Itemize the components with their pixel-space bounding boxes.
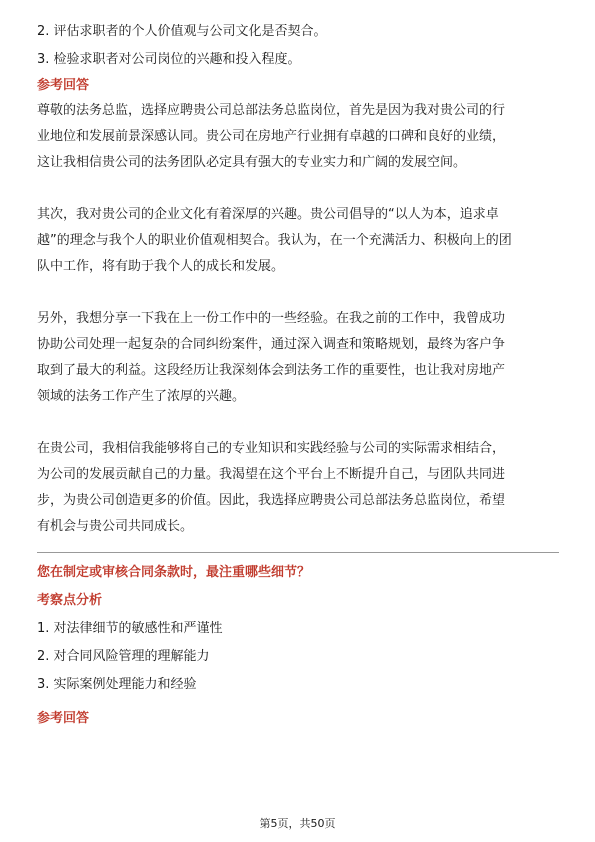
answer-heading: 参考回答 <box>37 711 90 726</box>
list-item: 3. 实际案例处理能力和经验 <box>37 677 197 692</box>
answer-paragraph-3 <box>37 306 559 410</box>
paragraph-line: 队中工作，将有助于我个人的成长和发展。 <box>37 259 285 274</box>
paragraph-line: 协助公司处理一起复杂的合同纠纷案件，通过深入调查和策略规划，最终为客户争 <box>37 337 506 352</box>
paragraph-line: 为公司的发展贡献自己的力量。我渴望在这个平台上不断提升自己，与团队共同进 <box>37 467 506 482</box>
paragraph-line: 取到了最大的利益。这段经历让我深刻体会到法务工作的重要性，也让我对房地产 <box>37 363 506 378</box>
list-item: 2. 评估求职者的个人价值观与公司文化是否契合。 <box>37 24 327 39</box>
page-footer: 第5页，共50页 <box>259 817 336 830</box>
paragraph-line: 有机会与贵公司共同成长。 <box>37 519 194 534</box>
paragraph-line: 尊敬的法务总监，选择应聘贵公司总部法务总监岗位，首先是因为我对贵公司的行 <box>37 103 506 118</box>
document-page <box>37 22 559 729</box>
paragraph-line: 业地位和发展前景深感认同。贵公司在房地产行业拥有卓越的口碑和良好的业绩， <box>37 129 506 144</box>
answer-paragraph-2 <box>37 202 559 280</box>
list-item: 1. 对法律细节的敏感性和严谨性 <box>37 621 223 636</box>
paragraph-line: 越”的理念与我个人的职业价值观相契合。我认为，在一个充满活力、积极向上的团 <box>37 233 512 248</box>
list-item: 3. 检验求职者对公司岗位的兴趣和投入程度。 <box>37 52 301 67</box>
answer-paragraph-4 <box>37 436 559 540</box>
answer-paragraph-1 <box>37 98 559 176</box>
paragraph-line: 在贵公司，我相信我能够将自己的专业知识和实践经验与公司的实际需求相结合， <box>37 441 506 456</box>
paragraph-line: 其次，我对贵公司的企业文化有着深厚的兴趣。贵公司倡导的“以人为本，追求卓 <box>37 207 499 222</box>
answer-heading: 参考回答 <box>37 78 90 93</box>
paragraph-line: 步，为贵公司创造更多的价值。因此，我选择应聘贵公司总部法务总监岗位，希望 <box>37 493 506 508</box>
analysis-heading: 考察点分析 <box>37 593 103 608</box>
paragraph-line: 领域的法务工作产生了浓厚的兴趣。 <box>37 389 246 404</box>
paragraph-line: 这让我相信贵公司的法务团队必定具有强大的专业实力和广阔的发展空间。 <box>37 155 467 170</box>
interview-question: 您在制定或审核合同条款时，最注重哪些细节？ <box>37 565 311 580</box>
list-item: 2. 对合同风险管理的理解能力 <box>37 649 210 664</box>
section-divider <box>37 552 559 553</box>
paragraph-line: 另外，我想分享一下我在上一份工作中的一些经验。在我之前的工作中，我曾成功 <box>37 311 506 326</box>
